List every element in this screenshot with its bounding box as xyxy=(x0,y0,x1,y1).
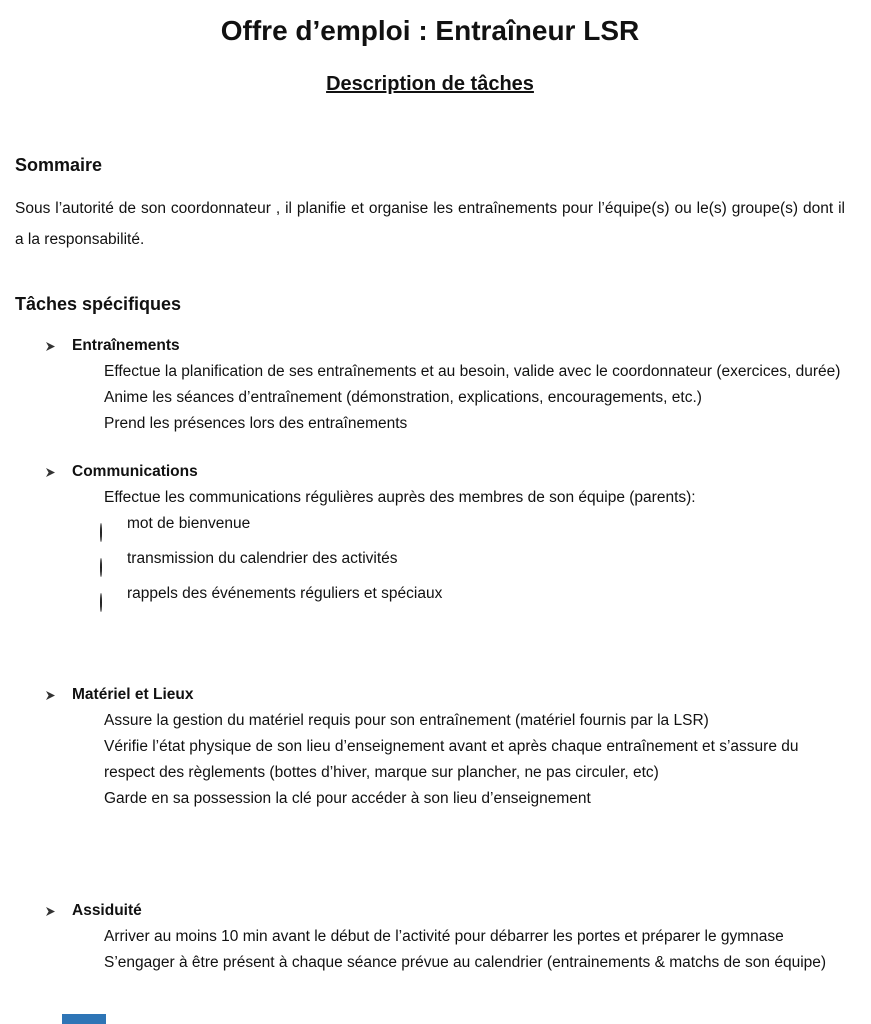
bullet-text: Effectue la planification de ses entraînements et au besoin, valide avec le coordonnateur (exercices, durée) xyxy=(104,363,841,380)
dot-bullet-icon xyxy=(78,734,104,786)
summary-paragraph: Sous l’autorité de son coordonnateur , il planifie et organise les entraînements pour l’équipe(s) ou le(s) groupe(s) dont il a la responsabilité. xyxy=(15,200,845,248)
bullet-item xyxy=(15,708,845,734)
page-bottom-artifact xyxy=(62,1014,106,1024)
section-heading-sommaire: Sommaire xyxy=(15,155,103,175)
arrowhead-icon xyxy=(45,906,72,917)
arrowhead-icon xyxy=(45,690,72,701)
group-label: Assiduité xyxy=(72,902,142,919)
sub-bullet-item xyxy=(15,546,845,581)
circle-bullet-icon xyxy=(100,581,127,616)
page-title: Offre d’emploi : Entraîneur LSR xyxy=(220,15,640,46)
bullet-text: Anime les séances d’entraînement (démonstration, explications, encouragements, etc.) xyxy=(104,389,702,406)
group-label-row xyxy=(15,333,845,359)
arrowhead-icon xyxy=(45,341,72,352)
page-subtitle: Description de tâches xyxy=(326,73,534,95)
group-label: Communications xyxy=(72,463,198,480)
task-group-entrainements xyxy=(15,333,845,437)
sub-bullet-text: transmission du calendrier des activités xyxy=(127,550,398,567)
group-label: Entraînements xyxy=(72,337,180,354)
dot-bullet-icon xyxy=(78,950,104,976)
dot-bullet-icon xyxy=(78,385,104,411)
sub-bullet-text: mot de bienvenue xyxy=(127,515,251,532)
dot-bullet-icon xyxy=(78,359,104,385)
bullet-text: Prend les présences lors des entraînements xyxy=(104,415,408,432)
dot-bullet-icon xyxy=(78,485,104,511)
arrowhead-icon xyxy=(45,467,72,478)
bullet-item xyxy=(15,924,845,950)
group-label-row xyxy=(15,682,845,708)
bullet-item xyxy=(15,359,845,385)
bullet-text: Vérifie l’état physique de son lieu d’enseignement avant et après chaque entraînement et s’assure du respect des règlements (bottes d’hiver, marque sur plancher, ne pas circuler, etc) xyxy=(104,738,799,781)
dot-bullet-icon xyxy=(78,708,104,734)
bullet-text: Arriver au moins 10 min avant le début de l’activité pour débarrer les portes et préparer le gymnase xyxy=(104,928,784,945)
bullet-item xyxy=(15,485,845,511)
sub-bullet-item xyxy=(15,511,845,546)
section-heading-taches-specifiques: Tâches spécifiques xyxy=(15,294,182,314)
dot-bullet-icon xyxy=(78,924,104,950)
bullet-text: S’engager à être présent à chaque séance prévue au calendrier (entrainements & matchs de son équipe) xyxy=(104,954,827,971)
group-label-row xyxy=(15,898,845,924)
bullet-text: Effectue les communications régulières auprès des membres de son équipe (parents): xyxy=(104,489,696,506)
task-group-communications xyxy=(15,459,845,616)
bullet-item xyxy=(15,411,845,437)
dot-bullet-icon xyxy=(78,411,104,437)
bullet-text: Garde en sa possession la clé pour accéder à son lieu d’enseignement xyxy=(104,790,591,807)
bullet-item xyxy=(15,786,845,812)
task-group-assiduite xyxy=(15,898,845,976)
dot-bullet-icon xyxy=(78,786,104,812)
task-groups xyxy=(15,333,845,976)
bullet-item xyxy=(15,950,845,976)
sub-bullet-item xyxy=(15,581,845,616)
sub-bullet-text: rappels des événements réguliers et spéciaux xyxy=(127,585,443,602)
bullet-text: Assure la gestion du matériel requis pour son entraînement (matériel fournis par la LSR) xyxy=(104,712,709,729)
group-label-row xyxy=(15,459,845,485)
bullet-item xyxy=(15,385,845,411)
circle-bullet-icon xyxy=(100,511,127,546)
circle-bullet-icon xyxy=(100,546,127,581)
group-label: Matériel et Lieux xyxy=(72,686,194,703)
bullet-item xyxy=(15,734,845,786)
task-group-materiel-et-lieux xyxy=(15,682,845,812)
